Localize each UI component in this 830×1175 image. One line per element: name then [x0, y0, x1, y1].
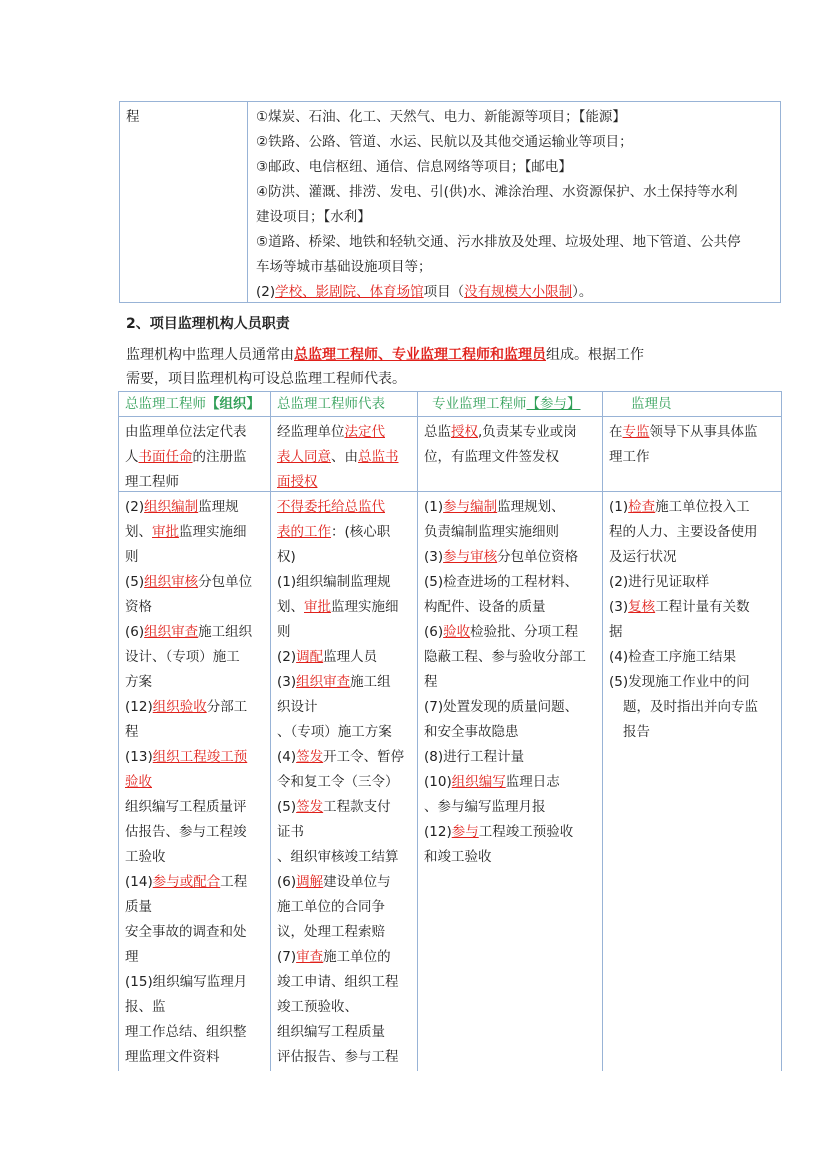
duty-line: 据: [609, 624, 623, 640]
text: 划、: [125, 524, 152, 540]
appointment-specialist: [418, 420, 602, 470]
text: ：(核心职: [331, 524, 391, 540]
text-line: [277, 445, 411, 470]
duty-line: [277, 670, 411, 695]
text: (7): [277, 949, 297, 965]
highlight: 书面任命: [138, 449, 193, 465]
text: 施工组织: [198, 624, 253, 640]
highlight: 调配: [296, 649, 324, 665]
duty-line: (8)进行工程计量: [424, 749, 525, 765]
text: 项目（: [423, 284, 465, 300]
text: 施工单位投入工: [655, 499, 750, 515]
duty-line: (5)检查进场的工程材料、: [424, 574, 579, 590]
duty-line: [424, 620, 596, 645]
text: 监理日志: [505, 774, 560, 790]
text: 在: [609, 424, 623, 440]
text: (1): [424, 499, 444, 515]
duty-line: 、（专项）施工方案: [277, 724, 392, 740]
highlight: 面授权: [277, 474, 318, 490]
text: 检验批、分项工程: [470, 624, 579, 640]
highlight: 总监书: [358, 449, 399, 465]
highlight: 参与或配合: [152, 874, 221, 890]
duty-line: 隐蔽工程、参与验收分部工: [424, 649, 586, 665]
duty-line: 令和复工令（三令）: [277, 774, 399, 790]
duty-line: 和竣工验收: [424, 849, 492, 865]
intro-line-2: 需要，项目监理机构可设总监理工程师代表。: [126, 371, 406, 387]
highlight: 审查: [296, 949, 324, 965]
duty-line: [277, 520, 411, 545]
highlight: 学校、影剧院、体育场馆: [275, 284, 424, 300]
text: (6): [424, 624, 444, 640]
text: (1): [609, 499, 629, 515]
energy-projects-table: [119, 101, 781, 303]
duty-line: [277, 795, 411, 820]
duty-line: [125, 520, 264, 545]
appointment-representative: [271, 420, 417, 495]
duty-line: 方案: [125, 674, 152, 690]
text: (13): [125, 749, 153, 765]
duty-line: (7)处置发现的质量问题、: [424, 699, 579, 715]
duty-line: 程: [424, 674, 438, 690]
highlight: 检查: [628, 499, 656, 515]
duty-line: 安全事故的调查和处: [125, 924, 247, 940]
highlight: 组织工程竣工预: [152, 749, 248, 765]
duty-line: 组织编写工程质量: [277, 1024, 385, 1040]
duty-line: (1)组织编制监理规: [277, 574, 391, 590]
top-table-left-cell: [120, 102, 248, 302]
text: 施工组: [350, 674, 391, 690]
duty-line: [125, 770, 264, 795]
header-specialist-engineer: [418, 392, 602, 417]
duty-line: 权): [277, 549, 296, 565]
duty-line: [277, 595, 411, 620]
duties-representative: [271, 495, 417, 1070]
highlight: 签发: [296, 799, 324, 815]
duty-line: (15)组织编写监理月: [125, 974, 248, 990]
header-tag: 【参与】: [526, 396, 581, 412]
text: 、由: [331, 449, 358, 465]
highlight: 审批: [304, 599, 331, 615]
duty-line: 议，处理工程索赔: [277, 924, 385, 940]
text: (12): [125, 699, 153, 715]
duty-line: (5)发现施工作业中的问: [609, 674, 750, 690]
highlight: 表的工作: [277, 524, 331, 540]
text: 监理人员: [323, 649, 378, 665]
duty-line: [125, 745, 264, 770]
duty-line: [277, 945, 411, 970]
intro-line-1: [126, 343, 644, 367]
duty-line: 报、监: [125, 999, 166, 1015]
text: 监理规划、: [497, 499, 565, 515]
text: 开工令、暂停: [323, 749, 405, 765]
text: (14): [125, 874, 153, 890]
text: 监理实施细: [331, 599, 399, 615]
text: 领导下从事具体监: [649, 424, 758, 440]
text: 建设单位与: [323, 874, 391, 890]
duty-line: 、组织审核竣工结算: [277, 849, 399, 865]
top-table-left-text: 程: [126, 109, 140, 125]
text: 组成。根据工作: [546, 347, 644, 363]
staff-duties-table: [118, 391, 782, 1071]
duty-line: (4)检查工序施工结果: [609, 649, 737, 665]
text: (3): [609, 599, 629, 615]
duty-line: 、参与编写监理月报: [424, 799, 546, 815]
text: (2): [125, 499, 145, 515]
text: (5): [125, 574, 145, 590]
duty-line: 资格: [125, 599, 152, 615]
duty-line: [277, 495, 411, 520]
duty-line: [277, 870, 411, 895]
duty-line: 工验收: [125, 849, 166, 865]
project-line-last: [256, 280, 772, 305]
duty-line: 程: [125, 724, 139, 740]
duty-line: 理工作总结、组织整: [125, 1024, 247, 1040]
duty-line: 证书: [277, 824, 304, 840]
header-chief-representative: 总监理工程师代表: [277, 396, 385, 412]
intro-paragraph: [126, 343, 644, 391]
text-line: [424, 420, 596, 445]
text: 分包单位资格: [497, 549, 579, 565]
project-line: ②铁路、公路、管道、水运、民航以及其他交通运输业等项目；: [256, 134, 633, 150]
highlight: 表人同意: [277, 449, 331, 465]
header-supervisor: 监理员: [631, 396, 672, 412]
header-text: 专业监理工程师: [432, 396, 527, 412]
duty-line: 竣工申请、组织工程: [277, 974, 399, 990]
text: 工程竣工预验收: [478, 824, 574, 840]
appointment-supervisor: [603, 420, 781, 470]
duty-line: [609, 595, 775, 620]
duty-line: [277, 645, 411, 670]
duty-line: [125, 620, 264, 645]
text-line: [277, 420, 411, 445]
text: 监理机构中监理人员通常由: [126, 347, 294, 363]
text: (10): [424, 774, 452, 790]
duty-line: 织设计: [277, 699, 318, 715]
text: 工程计量有关数: [655, 599, 750, 615]
text-line: 由监理单位法定代表: [125, 424, 247, 440]
text-line: 位，有监理文件签发权: [424, 449, 559, 465]
highlight: 组织审核: [144, 574, 199, 590]
text: 施工单位的: [323, 949, 391, 965]
duties-specialist: [418, 495, 602, 870]
text: 工程款支付: [323, 799, 391, 815]
project-line: ⑤道路、桥梁、地铁和轻轨交通、污水排放及处理、垃圾处理、地下管道、公共停: [256, 234, 741, 250]
duty-line: 程的人力、主要设备使用: [609, 524, 758, 540]
top-table-right-cell: [248, 102, 780, 302]
text: (3): [424, 549, 444, 565]
highlight: 组织编制: [144, 499, 199, 515]
highlight: 组织验收: [152, 699, 207, 715]
text: 的注册监: [192, 449, 247, 465]
duty-line: 和安全事故隐患: [424, 724, 519, 740]
duty-line: 组织编写工程质量评: [125, 799, 247, 815]
highlight: 签发: [296, 749, 324, 765]
duty-line: 题，及时指出并向专监: [623, 699, 758, 715]
appointment-chief: [119, 420, 270, 495]
text: 工程: [220, 874, 248, 890]
text: 人: [125, 449, 139, 465]
highlight: 验收: [125, 774, 152, 790]
highlight: 参与编制: [443, 499, 498, 515]
duties-supervisor: [603, 495, 781, 745]
highlight: 组织编写: [451, 774, 506, 790]
highlight: 参与审核: [443, 549, 498, 565]
duty-line: (2)进行见证取样: [609, 574, 710, 590]
duty-line: [125, 570, 264, 595]
text: (4): [277, 749, 297, 765]
text: (2): [277, 649, 297, 665]
section-heading: 2、项目监理机构人员职责: [126, 316, 290, 332]
duty-line: [424, 820, 596, 845]
project-line: ①煤炭、石油、化工、天然气、电力、新能源等项目；【能源】: [256, 109, 626, 125]
text-line: 理工程师: [125, 474, 179, 490]
duty-line: [424, 545, 596, 570]
text: (6): [125, 624, 145, 640]
text-line: [277, 470, 411, 495]
text: 划、: [277, 599, 304, 615]
highlight: 组织审查: [144, 624, 199, 640]
highlight: 调解: [296, 874, 324, 890]
text: 监理规: [198, 499, 239, 515]
text: ）。: [572, 284, 593, 300]
text: ,负责某专业或岗: [478, 424, 577, 440]
duty-line: 则: [125, 549, 139, 565]
text: 分部工: [206, 699, 248, 715]
duty-line: 构配件、设备的质量: [424, 599, 546, 615]
highlight: 验收: [443, 624, 471, 640]
duty-line: 施工单位的合同争: [277, 899, 385, 915]
text: 监理实施细: [179, 524, 247, 540]
duty-line: [125, 695, 264, 720]
header-chief-engineer: [119, 392, 270, 417]
text-line: [125, 445, 264, 470]
duty-line: 竣工预验收、: [277, 999, 358, 1015]
highlight: 不得委托给总监代: [277, 499, 385, 515]
text: (6): [277, 874, 297, 890]
duty-line: 设计、（专项）施工: [125, 649, 240, 665]
duty-line: [609, 495, 775, 520]
text: 经监理单位: [277, 424, 345, 440]
project-line: 车场等城市基础设施项目等；: [256, 259, 432, 275]
highlight: 总监理工程师、专业监理工程师和监理员: [294, 347, 546, 363]
text: (2): [256, 284, 276, 300]
duty-line: [277, 745, 411, 770]
text: 分包单位: [198, 574, 253, 590]
project-line: 建设项目；【水利】: [256, 209, 371, 225]
duty-line: 理: [125, 949, 139, 965]
duty-line: [424, 495, 596, 520]
duty-line: 及运行状况: [609, 549, 677, 565]
duty-line: [125, 495, 264, 520]
highlight: 授权: [451, 424, 478, 440]
highlight: 法定代: [344, 424, 385, 440]
text: 总监: [424, 424, 451, 440]
highlight: 没有规模大小限制: [464, 284, 573, 300]
duty-line: [424, 770, 596, 795]
text: (5): [277, 799, 297, 815]
highlight: 组织审查: [296, 674, 351, 690]
highlight: 审批: [152, 524, 179, 540]
project-line: ③邮政、电信枢纽、通信、信息网络等项目；【邮电】: [256, 159, 572, 175]
duty-line: 则: [277, 624, 291, 640]
text-line: 理工作: [609, 449, 650, 465]
highlight: 参与: [451, 824, 479, 840]
highlight: 专监: [622, 424, 650, 440]
text: (3): [277, 674, 297, 690]
text: (12): [424, 824, 452, 840]
duty-line: 评估报告、参与工程: [277, 1049, 399, 1065]
duty-line: [125, 870, 264, 895]
project-line: ④防洪、灌溉、排涝、发电、引(供)水、滩涂治理、水资源保护、水土保持等水利: [256, 184, 738, 200]
duty-line: 估报告、参与工程竣: [125, 824, 247, 840]
duty-line: 报告: [623, 724, 650, 740]
duty-line: 负责编制监理实施细则: [424, 524, 559, 540]
highlight: 复核: [628, 599, 656, 615]
header-tag: 【组织】: [206, 396, 260, 412]
duty-line: 理监理文件资料: [125, 1049, 220, 1065]
header-text: 总监理工程师: [125, 396, 206, 412]
duties-chief: [119, 495, 270, 1070]
text-line: [609, 420, 775, 445]
duty-line: 质量: [125, 899, 152, 915]
